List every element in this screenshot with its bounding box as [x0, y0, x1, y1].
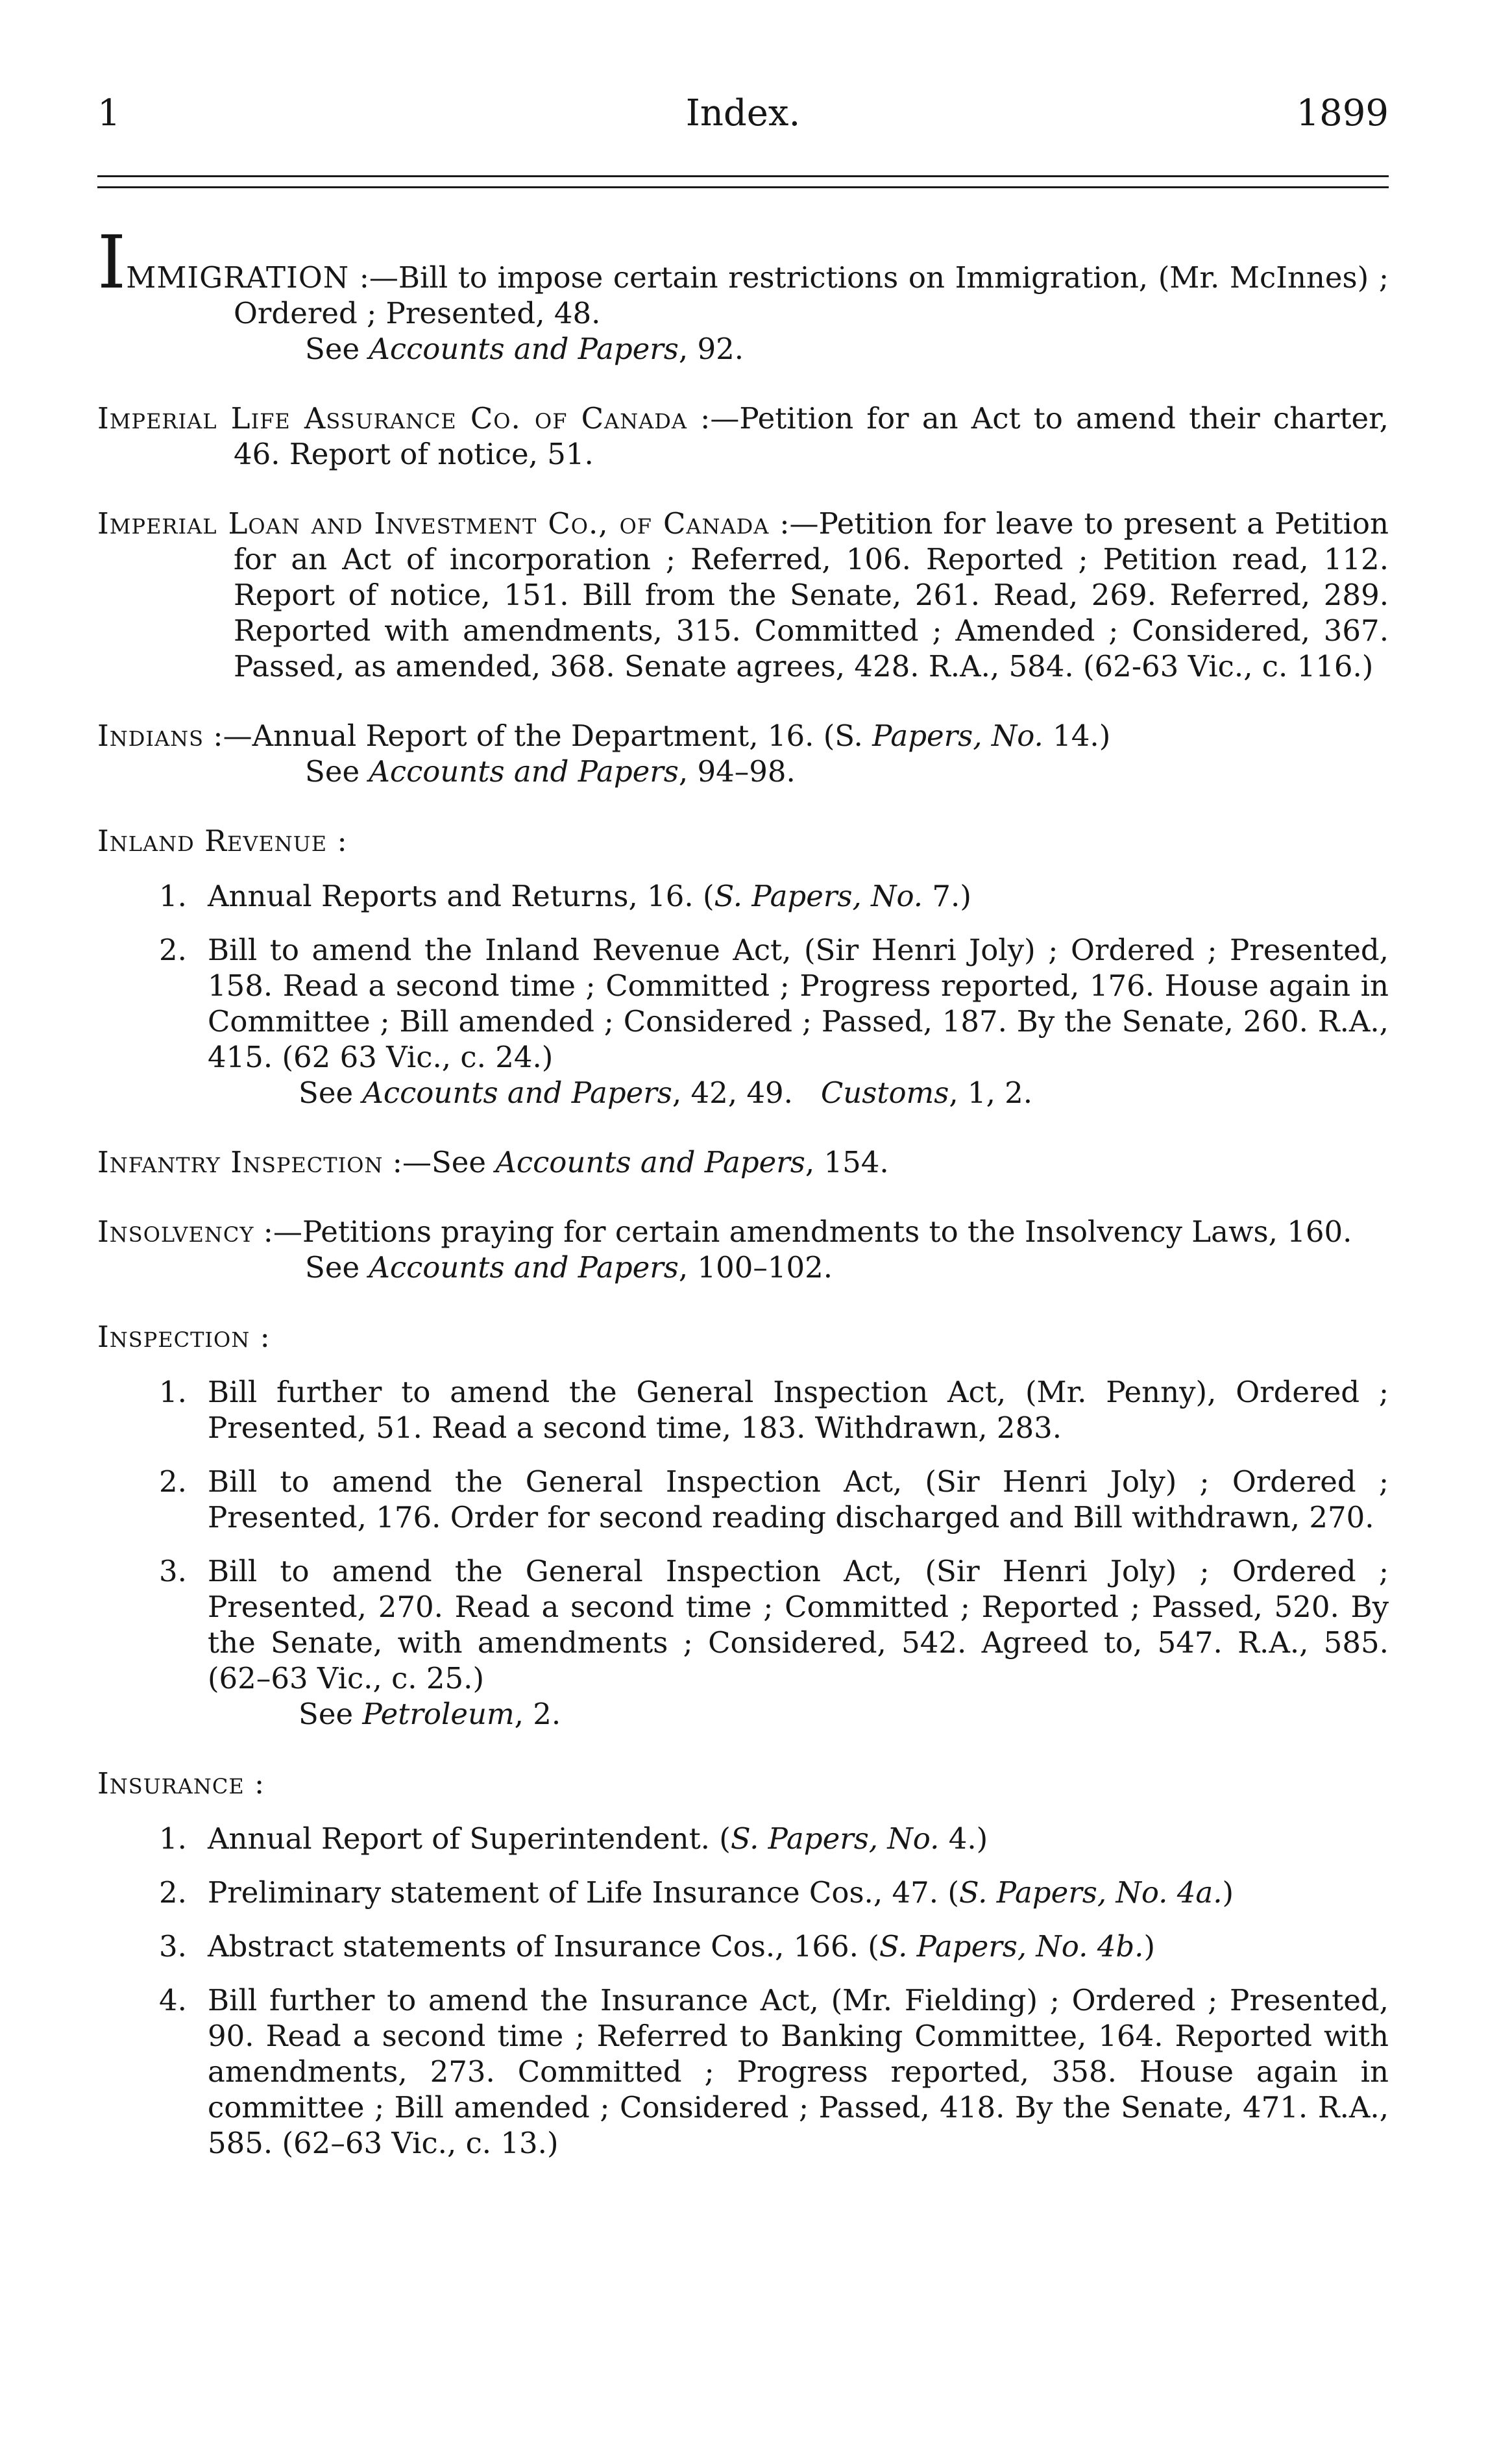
- item-number: 4.: [159, 1983, 187, 2017]
- paper-ital: S. Papers, No.: [714, 879, 923, 913]
- entry-text: :—Bill to impose certain restrictions on Immigration, (Mr. McInnes) ; Ordered ; Presented, 48.: [234, 260, 1389, 330]
- list-item: [97, 1982, 1389, 2161]
- paper-close: ): [1222, 1875, 1234, 1910]
- paper-ital: Papers, No.: [872, 719, 1043, 753]
- paper-open: (: [702, 879, 714, 913]
- entry-heading: Indians: [97, 719, 204, 753]
- paper-ital: S. Papers, No. 4a.: [958, 1875, 1223, 1910]
- item-text: Bill to amend the Inland Revenue Act, (Sir Henri Joly) ; Ordered ; Presented, 158. Read a second time ; Committed ; Progress reported, 176. House again in Committee ; Bill amended ; Considered ; Passed, 187. By the Senate, 260. R.A., 415. (62 63 Vic., c. 24.): [208, 933, 1389, 1074]
- paper-open: (: [719, 1821, 731, 1856]
- dropcap: I: [97, 221, 127, 305]
- see-ref: Accounts and Papers: [369, 1250, 679, 1285]
- see-label: See: [305, 1250, 360, 1285]
- item-number: 2.: [159, 933, 187, 967]
- sessional-paper: [703, 879, 971, 913]
- page-year: 1899: [1296, 92, 1389, 134]
- paper-open: (: [868, 1929, 879, 1964]
- entry-heading: Imperial Loan and Investment Co., of Canada: [97, 506, 770, 541]
- entry-infantry-inspection: [97, 1144, 1389, 1180]
- see-pages: , 100–102.: [678, 1250, 833, 1285]
- item-number: 3.: [159, 1929, 187, 1964]
- paper-ital: S. Papers, No.: [730, 1821, 940, 1856]
- entry-text: :—See: [392, 1145, 487, 1179]
- item-number: 1.: [159, 879, 187, 913]
- item-text: Annual Report of Superintendent.: [208, 1821, 710, 1856]
- see-reference: [208, 1696, 1389, 1732]
- entry-text: :—Petition for an Act to amend their charter, 46. Report of notice, 51.: [234, 401, 1389, 471]
- list-item: [97, 1821, 1389, 1856]
- paper-ital: S. Papers, No. 4b.: [879, 1929, 1144, 1964]
- entry-imperial-loan: [97, 506, 1389, 684]
- page-header: [97, 84, 1389, 143]
- see-ref: Accounts and Papers: [495, 1145, 805, 1179]
- list-item: [97, 878, 1389, 914]
- page-number: 1: [97, 92, 121, 134]
- paper-close: ): [1143, 1929, 1155, 1964]
- item-number: 1.: [159, 1375, 187, 1409]
- see-reference: [234, 331, 1389, 367]
- see-reference: [208, 1075, 1389, 1111]
- section-inspection: [97, 1319, 1389, 1732]
- paper-open: (S.: [823, 719, 873, 753]
- item-text: Preliminary statement of Life Insurance Cos., 47.: [208, 1875, 939, 1910]
- section-heading: Inspection :: [97, 1320, 271, 1354]
- list-item: [97, 932, 1389, 1111]
- sessional-paper: [868, 1929, 1155, 1964]
- list-item: [97, 1929, 1389, 1964]
- entry-immigration: [97, 221, 1389, 367]
- entry-text: :—Petitions praying for certain amendments to the Insolvency Laws, 160.: [263, 1214, 1352, 1249]
- see-label: See: [299, 1076, 354, 1110]
- entry-heading: Infantry Inspection: [97, 1145, 384, 1179]
- see-pages: , 94–98.: [678, 754, 796, 789]
- entry-imperial-life: [97, 401, 1389, 472]
- sessional-paper: [947, 1875, 1234, 1910]
- entry-heading: Imperial Life Assurance Co. of Canada: [97, 401, 688, 436]
- section-heading: Insurance :: [97, 1766, 265, 1801]
- entry-insolvency: [97, 1214, 1389, 1285]
- item-number: 1.: [159, 1821, 187, 1856]
- item-number: 3.: [159, 1554, 187, 1588]
- index-body: [97, 221, 1389, 2195]
- item-text: Bill to amend the General Inspection Act, (Sir Henri Joly) ; Ordered ; Presented, 176. Order for second reading discharged and Bill withdrawn, 270.: [208, 1464, 1389, 1534]
- item-number: 2.: [159, 1875, 187, 1910]
- see-ref: Petroleum: [362, 1697, 515, 1731]
- see-pages: , 92.: [678, 332, 744, 366]
- see-label: See: [305, 332, 360, 366]
- see-pages: , 154.: [805, 1145, 889, 1179]
- entry-text: :—Annual Report of the Department, 16.: [213, 719, 814, 753]
- see-pages-2: , 1, 2.: [949, 1076, 1033, 1110]
- see-label: See: [305, 754, 360, 789]
- entry-heading: Insolvency: [97, 1214, 254, 1249]
- paper-open: (: [947, 1875, 959, 1910]
- paper-close: 7.): [923, 879, 971, 913]
- see-reference: [234, 754, 1389, 789]
- see-ref: Accounts and Papers: [369, 332, 679, 366]
- section-heading: Inland Revenue :: [97, 824, 348, 858]
- entry-heading: MMIGRATION: [126, 260, 350, 295]
- entry-indians: [97, 718, 1389, 789]
- header-rule: [97, 175, 1389, 188]
- item-text: Abstract statements of Insurance Cos., 166.: [208, 1929, 859, 1964]
- sessional-paper: [719, 1821, 988, 1856]
- item-text: Bill to amend the General Inspection Act, (Sir Henri Joly) ; Ordered ; Presented, 270. Read a second time ; Committed ; Reported ; Passed, 520. By the Senate, with amendments ; Considered, 542. Agreed to, 547. R.A., 585. (62–63 Vic., c. 25.): [208, 1554, 1389, 1695]
- paper-close: 4.): [939, 1821, 988, 1856]
- item-text: Bill further to amend the Insurance Act, (Mr. Fielding) ; Ordered ; Presented, 90. Read a second time ; Referred to Banking Committee, 164. Reported with amendments, 273. Committed ; Progress reported, 358. House again in committee ; Bill amended ; Considered ; Passed, 418. By the Senate, 471. R.A., 585. (62–63 Vic., c. 13.): [208, 1983, 1389, 2160]
- see-label: See: [299, 1697, 354, 1731]
- list-item: [97, 1374, 1389, 1446]
- see-ref: Accounts and Papers: [369, 754, 679, 789]
- section-insurance: [97, 1766, 1389, 2161]
- list-item: [97, 1464, 1389, 1535]
- see-pages: , 42, 49.: [672, 1076, 793, 1110]
- section-inland-revenue: [97, 823, 1389, 1111]
- sessional-paper: [823, 719, 1111, 753]
- entry-text: :—Petition for leave to present a Petition for an Act of incorporation ; Referred, 106. Reported ; Petition read, 112. Report of notice, 151. Bill from the Senate, 261. Read, 269. Referred, 289. Reported with amendments, 315. Committed ; Amended ; Considered, 367. Passed, as amended, 368. Senate agrees, 428. R.A., 584. (62-63 Vic., c. 116.): [234, 506, 1389, 684]
- item-text: Annual Reports and Returns, 16.: [208, 879, 694, 913]
- list-item: [97, 1553, 1389, 1732]
- see-ref-2: Customs: [820, 1076, 949, 1110]
- item-number: 2.: [159, 1464, 187, 1499]
- item-text: Bill further to amend the General Inspection Act, (Mr. Penny), Ordered ; Presented, 51. Read a second time, 183. Withdrawn, 283.: [208, 1375, 1389, 1445]
- see-pages: , 2.: [514, 1697, 561, 1731]
- list-item: [97, 1875, 1389, 1910]
- paper-close: 14.): [1043, 719, 1111, 753]
- page-title: Index.: [685, 92, 801, 134]
- see-reference: [234, 1250, 1389, 1285]
- see-ref: Accounts and Papers: [362, 1076, 672, 1110]
